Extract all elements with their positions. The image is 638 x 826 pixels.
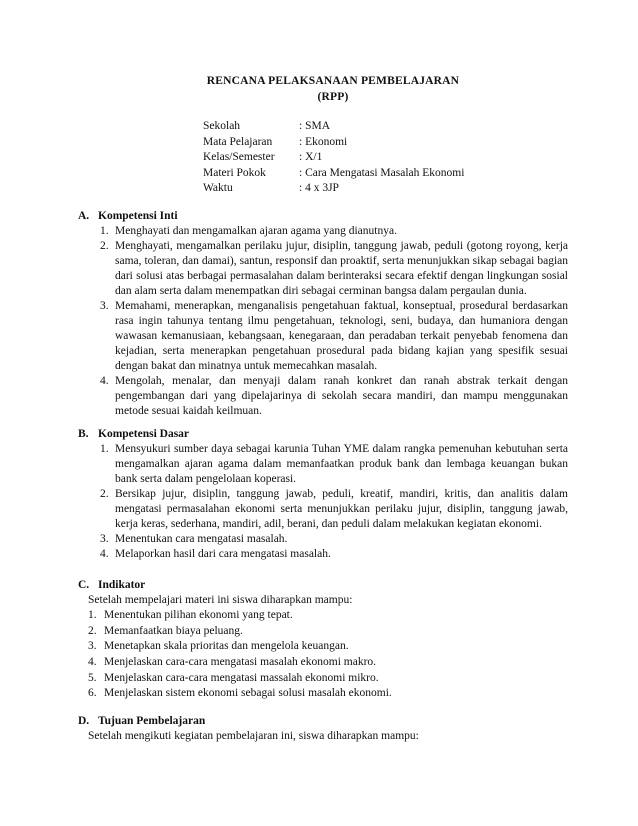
- list-item: [100, 532, 568, 547]
- section-title: Tujuan Pembelajaran: [98, 715, 206, 727]
- item-text: Menghayati dan mengamalkan ajaran agama yang dianutnya.: [115, 225, 397, 237]
- item-number: 4.: [88, 656, 97, 669]
- list-item: [100, 442, 568, 487]
- competence-list: [100, 442, 568, 562]
- list-item: [88, 655, 568, 671]
- section-title: Kompetensi Dasar: [98, 428, 190, 440]
- info-label: Sekolah: [203, 120, 241, 132]
- list-item: [88, 671, 568, 687]
- section-title: Kompetensi Inti: [98, 210, 178, 222]
- section-learning-objectives: [78, 713, 568, 744]
- item-text: Menentukan pilihan ekonomi yang tepat.: [104, 609, 293, 622]
- list-item: [88, 686, 568, 702]
- section-heading: [78, 208, 568, 224]
- item-text: Menjelaskan cara-cara mengatasi masalah ekonomi makro.: [104, 656, 377, 669]
- item-text: Mengolah, menalar, dan menyaji dalam ranah konkret dan ranah abstrak terkait dengan pengembangan dari yang dipelajarinya di sekolah secara mandiri, dan mampu menggunakan metode sesuai kaidah keilmuan.: [115, 375, 568, 417]
- item-number: 1.: [88, 609, 97, 622]
- item-number: 1.: [100, 225, 109, 237]
- item-text: Memanfaatkan biaya peluang.: [104, 624, 243, 637]
- section-title: Indikator: [98, 579, 146, 591]
- list-item: [100, 487, 568, 532]
- info-label: Kelas/Semester: [203, 151, 275, 164]
- info-label: Waktu: [203, 182, 233, 195]
- info-value: : Ekonomi: [299, 135, 348, 148]
- item-number: 1.: [100, 443, 109, 455]
- section-intro: Setelah mengikuti kegiatan pembelajaran ini, siswa diharapkan mampu:: [88, 730, 419, 742]
- section-indicators: [78, 577, 568, 702]
- info-row-school: [203, 119, 464, 135]
- info-label: Mata Pelajaran: [203, 135, 273, 148]
- section-letter: D.: [78, 715, 90, 727]
- item-number: 5.: [88, 671, 97, 684]
- section-core-competence: [78, 208, 568, 419]
- item-text: Menjelaskan cara-cara mengatasi massalah ekonomi mikro.: [104, 671, 379, 684]
- section-basic-competence: [78, 426, 568, 562]
- item-number: 6.: [88, 687, 97, 700]
- identity-table: [203, 119, 464, 197]
- item-number: 2.: [88, 624, 97, 637]
- item-text: Bersikap jujur, disiplin, tanggung jawab, peduli, kreatif, mandiri, kritis, dan analitis dalam mengatasi permasalahan ekonomi serta menunjukkan perilaku jujur, disiplin, tanggung jawab, kerja keras, sederhana, mandiri, adil, berani, dan peduli dalam melakukan kegiatan ekonomi.: [115, 488, 568, 530]
- info-value: : 4 x 3JP: [299, 182, 339, 195]
- section-heading: [78, 426, 568, 442]
- item-text: Menghayati, mengamalkan perilaku jujur, disiplin, tanggung jawab, peduli (gotong royong, kerja sama, toleran, dan damai), santun, responsif dan proaktif, serta menunjukkan sikap sebagai bagian dari solusi atas berbagai permasalahan dalam berinteraksi secara efektif dengan lingkungan sosial dan alam serta dalam menempatkan diri sebagai cerminan bangsa dalam pergaulan dunia.: [115, 240, 568, 297]
- list-item: [100, 547, 568, 562]
- item-number: 3.: [100, 300, 109, 312]
- item-text: Menjelaskan sistem ekonomi sebagai solusi masalah ekonomi.: [104, 687, 392, 700]
- item-text: Memahami, menerapkan, menganalisis pengetahuan faktual, konseptual, prosedural berdasarkan rasa ingin tahunya tentang ilmu pengetahuan, teknologi, seni, budaya, dan humaniora dengan wawasan kemanusiaan, kebangsaan, kenegaraan, dan peradaban terkait penyebab fenomena dan kejadian, serta menerapkan pengetahuan prosedural pada bidang kajian yang spesifik sesuai dengan bakat dan minatnya untuk memecahkan masalah.: [115, 300, 568, 372]
- item-number: 4.: [100, 548, 109, 560]
- document-subtitle: (RPP): [317, 91, 349, 103]
- item-text: Menetapkan skala prioritas dan mengelola keuangan.: [104, 640, 349, 653]
- info-value: : X/1: [299, 151, 323, 164]
- list-item: [100, 374, 568, 419]
- item-text: Melaporkan hasil dari cara mengatasi masalah.: [115, 548, 331, 560]
- item-number: 2.: [100, 488, 109, 500]
- info-row-topic: [203, 166, 464, 182]
- list-item: [100, 239, 568, 299]
- document-title: RENCANA PELAKSANAAN PEMBELAJARAN: [206, 75, 460, 87]
- list-item: [100, 299, 568, 374]
- item-text: Mensyukuri sumber daya sebagai karunia Tuhan YME dalam rangka pemenuhan kebutuhan serta mengamalkan ajaran agama dalam memanfaatkan produk bank dan lembaga keuangan bukan bank serta dalam pengelolaan koperasi.: [115, 443, 568, 485]
- section-intro: Setelah mempelajari materi ini siswa diharapkan mampu:: [88, 594, 353, 606]
- info-label: Materi Pokok: [203, 166, 266, 179]
- item-number: 2.: [100, 240, 109, 252]
- info-row-subject: [203, 135, 464, 151]
- indicator-list: [88, 608, 568, 702]
- list-item: [88, 624, 568, 640]
- list-item: [100, 224, 568, 239]
- info-row-class: [203, 150, 464, 166]
- info-row-time: [203, 181, 464, 197]
- section-heading: [78, 713, 568, 729]
- section-letter: B.: [78, 428, 89, 440]
- section-letter: C.: [78, 579, 90, 591]
- item-number: 3.: [100, 533, 109, 545]
- section-letter: A.: [78, 210, 90, 222]
- list-item: [88, 639, 568, 655]
- item-number: 4.: [100, 375, 109, 387]
- info-value: : Cara Mengatasi Masalah Ekonomi: [299, 166, 465, 179]
- section-heading: [78, 577, 568, 593]
- info-value: : SMA: [299, 120, 330, 132]
- item-text: Menentukan cara mengatasi masalah.: [115, 533, 288, 545]
- competence-list: [100, 224, 568, 419]
- list-item: [88, 608, 568, 624]
- item-number: 3.: [88, 640, 97, 653]
